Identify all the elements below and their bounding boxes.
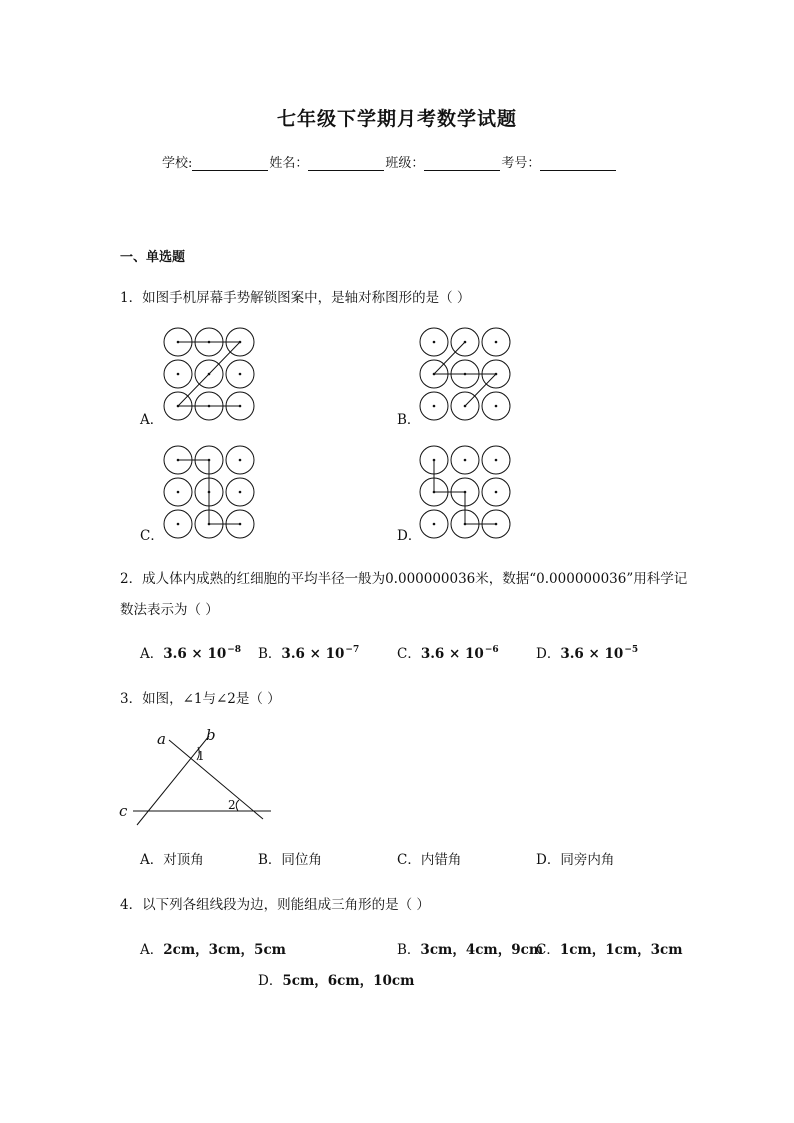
option-exponent: −8: [227, 645, 242, 655]
q1-pattern-b-figure: [418, 326, 514, 422]
option-letter: C．: [397, 646, 421, 662]
option-letter: D．: [536, 646, 561, 662]
question-text: 如图手机屏幕手势解锁图案中，是轴对称图形的是（ ）: [142, 290, 471, 306]
q2-option-d: [536, 642, 638, 662]
question-2: [120, 567, 687, 587]
question-1: [120, 286, 470, 306]
option-base: 3.6 × 10: [560, 646, 624, 662]
q4-option-d: [258, 969, 414, 989]
question-number: 2．: [120, 571, 143, 587]
q1-option-c-letter: C．: [140, 528, 164, 544]
question-3: [120, 687, 281, 707]
option-letter: C．: [397, 852, 421, 868]
question-4: [120, 893, 430, 913]
option-exponent: −6: [484, 645, 499, 655]
class-label: 班级：: [385, 156, 425, 171]
q3-option-a: [140, 848, 204, 868]
q1-option-b-letter: B．: [397, 412, 421, 428]
exam-no-label: 考号：: [501, 156, 541, 171]
option-text: 对顶角: [163, 852, 204, 868]
option-letter: C．: [536, 942, 560, 958]
option-letter: A．: [140, 852, 164, 868]
section-title: 一、单选题: [120, 250, 186, 265]
option-letter: D．: [536, 852, 561, 868]
q3-option-b: [258, 848, 322, 868]
question-number: 3．: [120, 691, 143, 707]
exam-no-blank: [540, 156, 616, 171]
q3-option-c: [397, 848, 461, 868]
q4-option-c: [536, 938, 683, 958]
class-blank: [424, 156, 500, 171]
page-title: 七年级下学期月考数学试题: [276, 108, 517, 130]
option-letter: B．: [258, 646, 282, 662]
question-number: 4．: [120, 897, 143, 913]
option-text: 同位角: [281, 852, 322, 868]
label-c: c: [119, 802, 128, 820]
q2-option-b: [258, 642, 359, 662]
school-blank: [192, 156, 268, 171]
option-letter: D．: [258, 973, 283, 989]
option-text: 2cm，3cm，5cm: [163, 942, 286, 958]
question-text: 以下列各组线段为边，则能组成三角形的是（ ）: [142, 897, 430, 913]
q1-option-d-letter: D．: [397, 528, 422, 544]
option-letter: A．: [140, 942, 164, 958]
q2-option-c: [397, 642, 499, 662]
option-text: 内错角: [420, 852, 462, 868]
option-base: 3.6 × 10: [163, 646, 227, 662]
option-text: 3cm，4cm，9cm: [420, 942, 544, 958]
option-exponent: −7: [345, 645, 360, 655]
option-letter: B．: [397, 942, 421, 958]
student-info-line: [162, 152, 617, 171]
question-2-continued: 数法表示为（ ）: [120, 602, 219, 618]
name-label: 姓名：: [269, 156, 309, 171]
school-label: 学校:: [162, 156, 193, 171]
option-exponent: −5: [624, 645, 639, 655]
option-letter: B．: [258, 852, 282, 868]
angle-2-arc: [236, 800, 239, 811]
q1-pattern-a-figure: [162, 326, 258, 422]
q3-option-d: [536, 848, 614, 868]
option-text: 5cm，6cm，10cm: [282, 973, 415, 989]
name-blank: [308, 156, 384, 171]
label-b: b: [206, 726, 216, 744]
question-number: 1．: [120, 290, 143, 306]
question-text-line-1: 成人体内成熟的红细胞的平均半径一般为0.000000036米，数据“0.000000036”用科学记: [142, 571, 688, 587]
line-a: [169, 740, 263, 819]
option-letter: A．: [140, 646, 164, 662]
label-angle-2: 2: [228, 798, 236, 812]
q1-option-a-letter: A．: [140, 412, 164, 428]
option-base: 3.6 × 10: [420, 646, 484, 662]
option-base: 3.6 × 10: [281, 646, 345, 662]
question-text: 如图，∠1与∠2是（ ）: [142, 691, 281, 707]
label-angle-1: 1: [197, 749, 205, 763]
label-a: a: [157, 730, 166, 748]
q4-option-b: [397, 938, 543, 958]
q1-pattern-c-figure: [162, 444, 258, 540]
q2-option-a: [140, 642, 241, 662]
option-text: 同旁内角: [560, 852, 615, 868]
q1-pattern-d-figure: [418, 444, 514, 540]
q3-angle-figure: [115, 722, 275, 830]
q4-option-a: [140, 938, 286, 958]
option-text: 1cm，1cm，3cm: [559, 942, 683, 958]
